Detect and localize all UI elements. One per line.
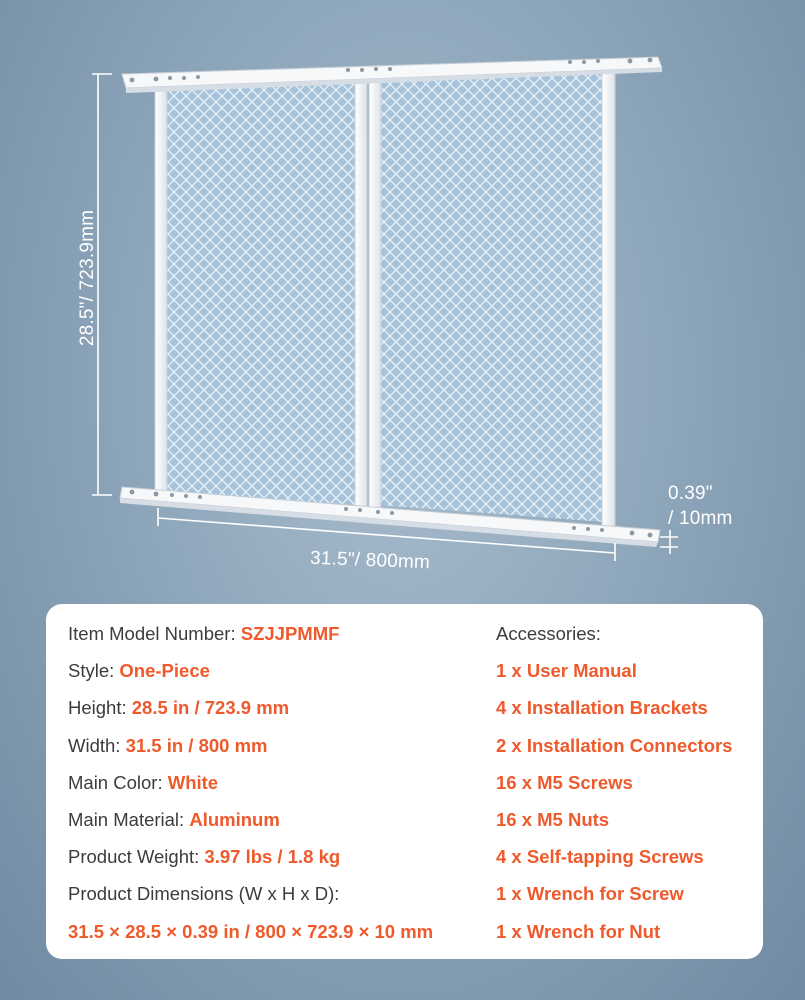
width-dimension-label: 31.5"/ 800mm [309, 547, 431, 574]
spec-row-height [68, 694, 433, 731]
spec-value: One-Piece [119, 660, 210, 682]
depth-value: 0.39" [668, 483, 713, 504]
spec-label: Style: [68, 660, 120, 682]
spec-value: 28.5 in / 723.9 mm [131, 697, 290, 719]
spec-row-dimensions-value [68, 918, 433, 955]
spec-value: 31.5 in / 800 mm [125, 734, 268, 756]
spec-label: Main Material: [68, 808, 190, 830]
spec-value: SZJJPMMF [240, 623, 340, 644]
depth-dimension-label [668, 481, 733, 531]
spec-row-dimensions-label [68, 880, 433, 917]
spec-label: Product Dimensions (W x H x D): [68, 883, 340, 905]
spec-row-style [68, 657, 433, 694]
accessory-item: 1 x User Manual [496, 660, 637, 682]
spec-label: Product Weight: [68, 846, 205, 868]
height-dimension-label: 28.5"/ 723.9mm [77, 209, 98, 347]
depth-metric-value: / 10mm [668, 508, 733, 529]
spec-value: 31.5 × 28.5 × 0.39 in / 800 × 723.9 × 10 mm [68, 920, 434, 942]
accessory-item: 2 x Installation Connectors [496, 734, 733, 756]
spec-value: 3.97 lbs / 1.8 kg [204, 846, 341, 868]
spec-value: White [167, 771, 219, 793]
spec-label: Width: [68, 734, 126, 756]
spec-label: Height: [68, 697, 132, 719]
specs-list [68, 620, 433, 955]
accessory-item: 4 x Installation Brackets [496, 697, 708, 719]
spec-label: Item Model Number: [68, 623, 241, 644]
spec-row-color [68, 769, 433, 806]
depth-dimension-line [660, 530, 678, 554]
specification-card [46, 604, 763, 959]
accessories-list [496, 620, 732, 955]
spec-row-material [68, 806, 433, 843]
mesh-panel-left [165, 72, 360, 505]
accessories-title: Accessories: [496, 623, 601, 644]
accessory-item: 16 x M5 Nuts [496, 808, 610, 830]
accessory-item: 4 x Self-tapping Screws [496, 846, 704, 868]
spec-row-model [68, 620, 433, 657]
accessory-item: 1 x Wrench for Screw [496, 883, 684, 905]
spec-value: Aluminum [189, 808, 280, 830]
spec-label: Main Color: [68, 771, 168, 793]
spec-row-width [68, 732, 433, 769]
accessory-item: 1 x Wrench for Nut [496, 920, 661, 942]
spec-row-weight [68, 843, 433, 880]
mesh-panel-right [378, 66, 605, 522]
accessory-item: 16 x M5 Screws [496, 771, 633, 793]
